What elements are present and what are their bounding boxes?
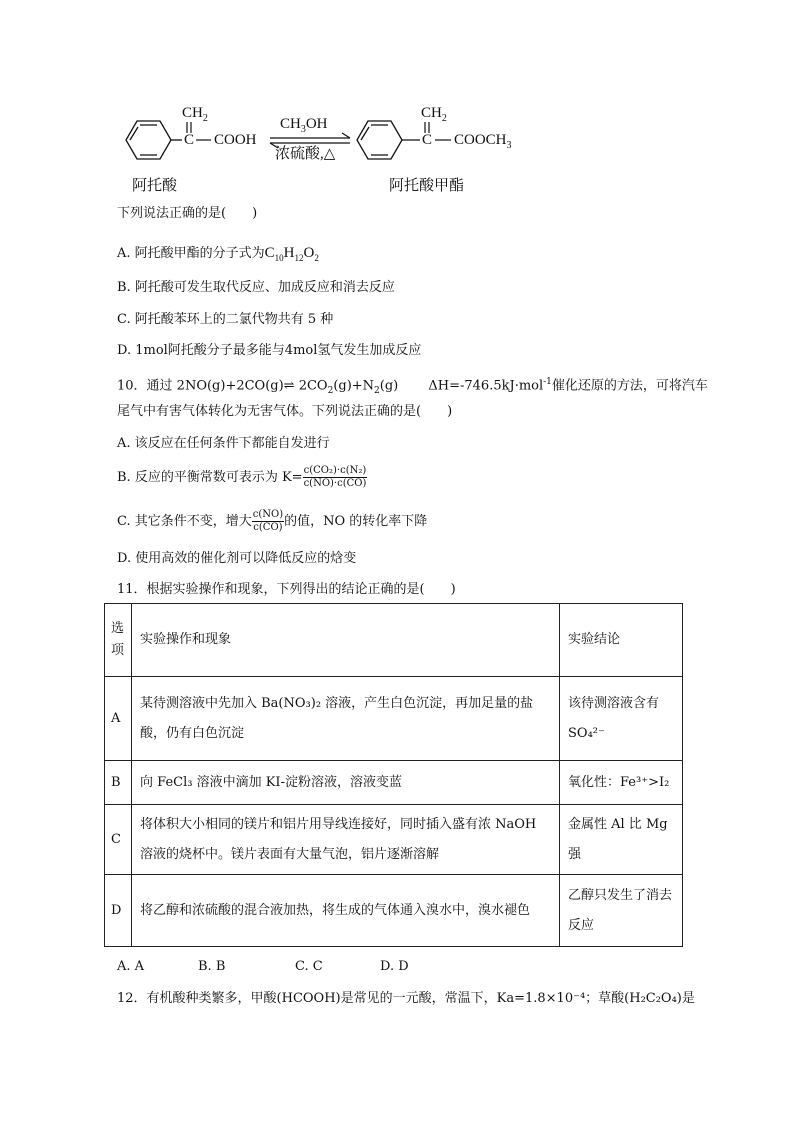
equilibrium-constant-fraction: $\frac{\text{c(CO₂)·c(N₂)}}{c(NO)\cdot c(CO)}$: [303, 465, 367, 489]
q10-line1: 10．通过 2NO(g)+2CO(g)⇌ $2CO_2(g)+N_2(g)$ ΔH=-746.5kJ·mol$^{-1}$催化还原的方法，可将汽车: [117, 377, 708, 396]
q11-choice-c: C. C: [295, 959, 323, 974]
row-option: C: [105, 805, 132, 875]
q10-line2: 尾气中有害气体转化为无害气体。下列说法正确的是( ): [117, 404, 453, 419]
table-row: [105, 677, 683, 761]
ratio-fraction: $\frac{c(NO)}{c(CO)}$: [252, 509, 284, 533]
q11-choice-b: B. B: [198, 959, 226, 974]
carboxyl-label: COOH: [214, 132, 257, 148]
table-row: [105, 875, 683, 947]
reaction-diagram: [0, 0, 794, 200]
ch2-right-label: $CH_2$: [421, 105, 447, 124]
row-conclusion: 氧化性：Fe³⁺>I₂: [560, 761, 683, 805]
carbon-left-label: C: [184, 132, 195, 148]
ch2-left-label: $CH_2$: [182, 105, 208, 124]
q9-option-c: C. 阿托酸苯环上的二氯代物共有 5 种: [117, 312, 334, 327]
header-operation: 实验操作和现象: [132, 604, 560, 677]
header-conclusion: 实验结论: [560, 604, 683, 677]
q11-choice-d: D. D: [380, 959, 409, 974]
carbon-right-label: C: [422, 132, 433, 148]
row-operation: 向 FeCl₃ 溶液中滴加 KI-淀粉溶液，溶液变蓝: [132, 761, 560, 805]
row-conclusion: 金属性 Al 比 Mg 强: [560, 805, 683, 875]
row-operation: 将体积大小相同的镁片和铝片用导线连接好，同时插入盛有浓 NaOH 溶液的烧杯中。镁片表面有大量气泡，铝片逐渐溶解: [132, 805, 560, 875]
atropic-acid-caption: 阿托酸: [132, 176, 178, 194]
q10-option-d: D. 使用高效的催化剂可以降低反应的焓变: [117, 551, 357, 566]
q9-option-b: B. 阿托酸可发生取代反应、加成反应和消去反应: [117, 280, 395, 295]
table-header-row: [105, 604, 683, 677]
q11-stem: 11．根据实验操作和现象，下列得出的结论正确的是( ): [117, 582, 456, 597]
row-conclusion: 该待测溶液含有 SO₄²⁻: [560, 677, 683, 761]
experiment-table: [104, 603, 683, 947]
header-option: 选项: [105, 604, 132, 677]
row-conclusion: 乙醇只发生了消去反应: [560, 875, 683, 947]
q9-option-d: D. 1mol阿托酸分子最多能与4mol氢气发生加成反应: [117, 343, 422, 358]
ester-label: $COOCH_3$: [454, 132, 512, 151]
reagent-methanol-label: $CH_3OH$: [280, 116, 328, 135]
q10-option-b: B. 反应的平衡常数可表示为 K= $\frac{\text{c(CO₂)·c(N₂)}}{c(NO)\cdot c(CO)}$: [117, 465, 367, 489]
table-row: [105, 761, 683, 805]
q11-choice-a: A. A: [117, 959, 145, 974]
q12-text: 12．有机酸种类繁多，甲酸(HCOOH)是常见的一元酸，常温下，Ka=1.8×10⁻⁴；草酸(H₂C₂O₄)是: [117, 991, 695, 1006]
benzene-ring-left-icon: [126, 121, 182, 159]
table-row: [105, 805, 683, 875]
row-option: A: [105, 677, 132, 761]
q10-option-c: C. 其它条件不变，增大 $\frac{c(NO)}{c(CO)}$ 的值，NO 的转化率下降: [117, 509, 428, 533]
q10-option-a: A. 该反应在任何条件下都能自发进行: [117, 436, 330, 451]
row-operation: 将乙醇和浓硫酸的混合液加热，将生成的气体通入溴水中，溴水褪色: [132, 875, 560, 947]
q9-stem: 下列说法正确的是( ): [117, 206, 258, 221]
reagent-acid-label: 浓硫酸,△: [275, 146, 336, 162]
reaction-scheme: [0, 0, 794, 200]
benzene-ring-right-icon: [357, 121, 420, 159]
row-operation: 某待测溶液中先加入 Ba(NO₃)₂ 溶液，产生白色沉淀，再加足量的盐酸，仍有白色沉淀: [132, 677, 560, 761]
row-option: D: [105, 875, 132, 947]
row-option: B: [105, 761, 132, 805]
q9-option-a: A. 阿托酸甲酯的分子式为$C_{10}H_{12}O_2$: [117, 245, 319, 263]
methyl-atropate-caption: 阿托酸甲酯: [389, 176, 465, 194]
